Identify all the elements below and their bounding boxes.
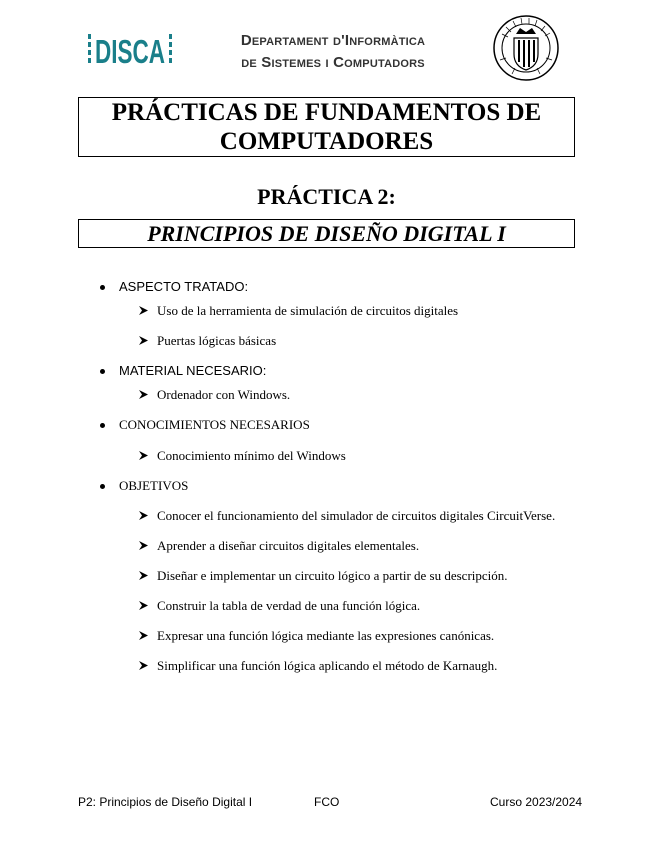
list-item-text: Uso de la herramienta de simulación de circuitos digitales — [157, 303, 459, 318]
list-item-text: Construir la tabla de verdad de una función lógica. — [157, 598, 421, 613]
arrow-bullet-icon — [138, 450, 149, 461]
list-item-text: Puertas lógicas básicas — [157, 333, 277, 348]
section-heading: OBJETIVOS — [119, 478, 189, 493]
section-heading: ASPECTO TRATADO: — [119, 279, 249, 294]
course-title — [107, 98, 547, 156]
section-heading: MATERIAL NECESARIO: — [119, 363, 267, 378]
footer-left: P2: Principios de Diseño Digital I — [78, 795, 253, 809]
list-item-text: Conocimiento mínimo del Windows — [157, 448, 346, 463]
arrow-bullet-icon — [138, 660, 149, 671]
list-item-text: Aprender a diseñar circuitos digitales elementales. — [157, 538, 420, 553]
practice-subtitle: PRINCIPIOS DE DISEÑO DIGITAL I — [147, 220, 506, 246]
arrow-bullet-icon — [138, 600, 149, 611]
arrow-bullet-icon — [138, 630, 149, 641]
department-name — [188, 30, 478, 74]
section-heading: CONOCIMIENTOS NECESARIOS — [119, 417, 310, 432]
bullet-icon — [100, 484, 105, 489]
practice-subtitle-box — [78, 219, 575, 248]
arrow-bullet-icon — [138, 570, 149, 581]
bullet-icon — [100, 285, 105, 290]
footer-center: FCO — [314, 795, 340, 809]
arrow-bullet-icon — [138, 510, 149, 521]
logo-text: DISCA — [95, 33, 165, 70]
list-item-text: Ordenador con Windows. — [157, 387, 291, 402]
course-title-box — [78, 97, 575, 157]
bullet-icon — [100, 423, 105, 428]
course-title-line-2: COMPUTADORES — [219, 128, 434, 155]
arrow-bullet-icon — [138, 335, 149, 346]
arrow-bullet-icon — [138, 305, 149, 316]
bullet-icon — [100, 369, 105, 374]
list-item-text: Expresar una función lógica mediante las expresiones canónicas. — [157, 628, 495, 643]
list-item-text: Simplificar una función lógica aplicando el método de Karnaugh. — [157, 658, 498, 673]
department-line-1: Departament d'Informàtica — [240, 32, 426, 49]
arrow-bullet-icon — [138, 540, 149, 551]
arrow-bullet-icon — [138, 389, 149, 400]
disca-logo — [88, 28, 174, 70]
course-title-line-1: PRÁCTICAS DE FUNDAMENTOS DE — [111, 99, 542, 126]
list-item-text: Diseñar e implementar un circuito lógico a partir de su descripción. — [157, 568, 508, 583]
practice-number: PRÁCTICA 2: — [257, 184, 396, 209]
footer-right: Curso 2023/2024 — [490, 795, 583, 809]
university-seal — [492, 14, 560, 82]
list-item-text: Conocer el funcionamiento del simulador de circuitos digitales CircuitVerse. — [157, 508, 556, 523]
department-line-2: de Sistemes i Computadors — [241, 54, 425, 71]
